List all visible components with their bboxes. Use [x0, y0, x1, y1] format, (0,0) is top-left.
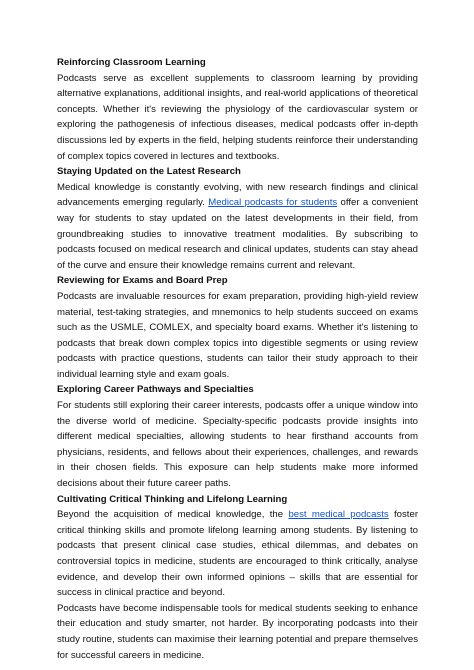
section-exam-prep [57, 273, 418, 382]
section-career-pathways [57, 382, 418, 491]
section-heading: Cultivating Critical Thinking and Lifelong Learning [57, 493, 288, 505]
section-body: Podcasts are invaluable resources for exam preparation, providing high-yield review material, test-taking strategies, and mnemonics to help students succeed on exams such as the USMLE, COMLEX, and specialty board exams. Whether it's listening to podcasts that break down complex topics into digestible segments or using review podcasts with practice questions, students can tailor their study approach to their individual learning style and exam goals. [57, 290, 418, 380]
section-body: For students still exploring their career interests, podcasts offer a unique window into the diverse world of medicine. Specialty-specific podcasts provide insights into different medical specialties, allowing students to hear firsthand accounts from physicians, residents, and fellows about their experiences, challenges, and rewards in their chosen fields. This exposure can help students make more informed decisions about their future career paths. [57, 400, 418, 490]
section-heading: Exploring Career Pathways and Specialties [57, 384, 254, 396]
body-text-before-link: Beyond the acquisition of medical knowledge, the [57, 509, 289, 521]
section-heading: Reinforcing Classroom Learning [57, 57, 206, 68]
body-text-before-link: Medical knowledge is constantly evolving, with new research findings and clinical advancements emerging regularly. [57, 181, 418, 209]
section-critical-thinking [57, 492, 418, 664]
section-latest-research [57, 164, 418, 273]
medical-podcasts-link[interactable]: Medical podcasts for students [208, 197, 338, 209]
best-medical-podcasts-link[interactable]: best medical podcasts [288, 509, 389, 521]
section-heading: Reviewing for Exams and Board Prep [57, 275, 228, 287]
body-text-after-link: foster critical thinking skills and promote lifelong learning among students. By listening to podcasts that present clinical case studies, ethical dilemmas, and debates on controversial topics in medicine, students are encouraged to think critically, analyse evidence, and develop their own informed opinions – skills that are essential for success in clinical practice and beyond. [57, 509, 419, 599]
section-body [57, 507, 418, 601]
section-classroom-learning [57, 55, 418, 164]
body-text-after-link: offer a convenient way for students to stay updated on the latest developments in their field, from groundbreaking studies to innovative treatment modalities. By subscribing to podcasts focused on medical research and clinical updates, students can stay ahead of the curve and ensure their knowledge remains current and relevant. [57, 197, 419, 271]
conclusion-paragraph: Podcasts have become indispensable tools for medical students seeking to enhance their education and study smarter, not harder. By incorporating podcasts into their study routine, students can maximise their learning potential and prepare themselves for successful careers in medicine. [57, 602, 418, 661]
section-body [57, 180, 418, 274]
section-heading: Staying Updated on the Latest Research [57, 166, 241, 178]
section-body: Podcasts serve as excellent supplements to classroom learning by providing alternative explanations, additional insights, and real-world applications of theoretical concepts. Whether it's reviewing the physiology of the cardiovascular system or exploring the pathogenesis of infectious diseases, medical podcasts offer in-depth discussions led by experts in the field, helping students reinforce their understanding of complex topics covered in lectures and textbooks. [57, 72, 418, 162]
